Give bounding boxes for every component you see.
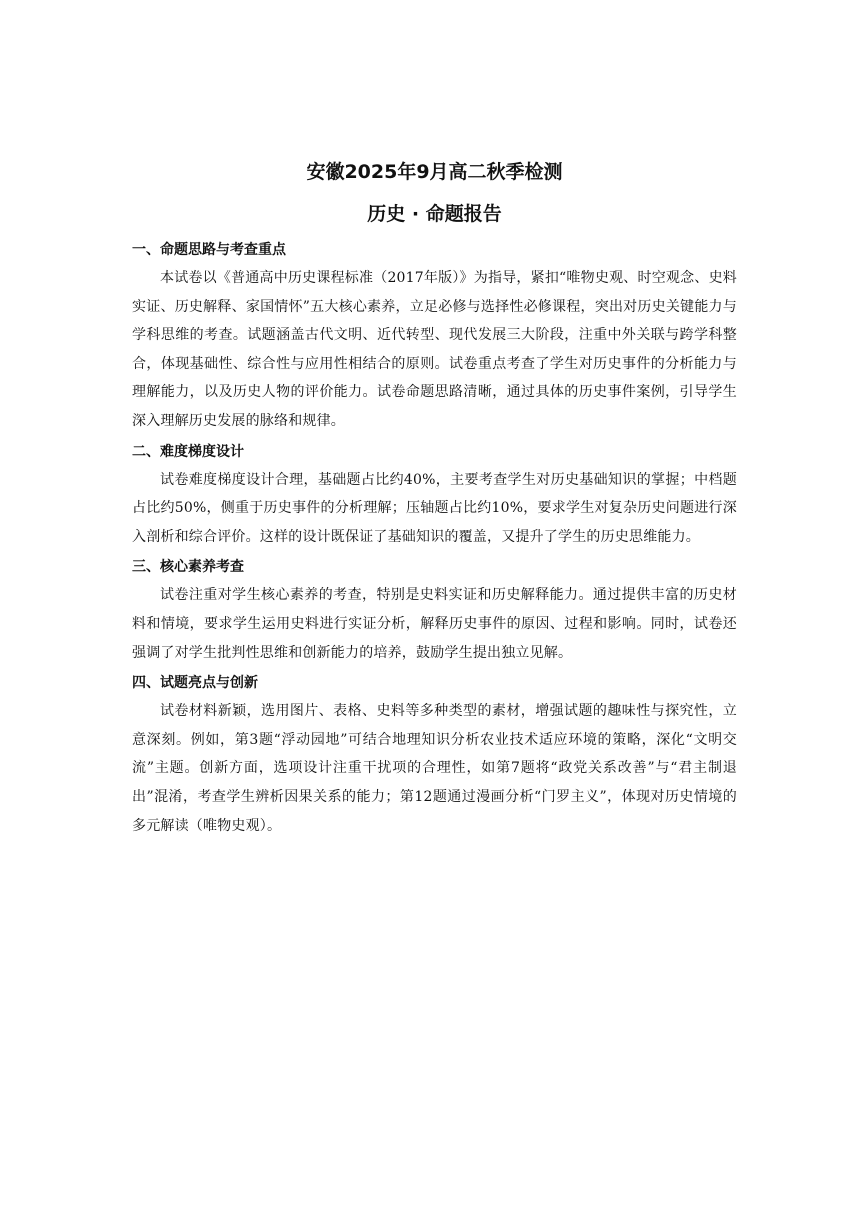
section-paragraph: 试卷难度梯度设计合理，基础题占比约40%，主要考查学生对历史基础知识的掌握；中档题占比约50%，侧重于历史事件的分析理解；压轴题占比约10%，要求学生对复杂历史问题进行深入剖析和综合评价。这样的设计既保证了基础知识的覆盖，又提升了学生的历史思维能力。	[132, 471, 737, 545]
document-title: 安徽2025年9月高二秋季检测	[306, 161, 563, 183]
section-paragraph: 试卷材料新颖，选用图片、表格、史料等多种类型的素材，增强试题的趣味性与探究性，立意深刻。例如，第3题“浮动园地”可结合地理知识分析农业技术适应环境的策略，深化“文明交流”主题。创新方面，选项设计注重干扰项的合理性，如第7题将“政党关系改善”与“君主制退出”混淆，考查学生辨析因果关系的能力；第12题通过漫画分析“门罗主义”，体现对历史情境的多元解读（唯物史观）。	[132, 703, 737, 834]
section-paragraph: 本试卷以《普通高中历史课程标准（2017年版）》为指导，紧扣“唯物史观、时空观念、史料实证、历史解释、家国情怀”五大核心素养，立足必修与选择性必修课程，突出对历史关键能力与学科思维的考查。试题涵盖古代文明、近代转型、现代发展三大阶段，注重中外关联与跨学科整合，体现基础性、综合性与应用性相结合的原则。试卷重点考查了学生对历史事件的分析能力与理解能力，以及历史人物的评价能力。试卷命题思路清晰，通过具体的历史事件案例，引导学生深入理解历史发展的脉络和规律。	[132, 270, 737, 429]
document-body	[132, 154, 737, 842]
section-paragraph: 试卷注重对学生核心素养的考查，特别是史料实证和历史解释能力。通过提供丰富的历史材料和情境，要求学生运用史料进行实证分析，解释历史事件的原因、过程和影响。同时，试卷还强调了对学生批判性思维和创新能力的培养，鼓励学生提出独立见解。	[132, 587, 737, 661]
section-difficulty	[132, 438, 737, 552]
section-heading: 一、命题思路与考查重点	[132, 242, 286, 258]
section-heading: 四、试题亮点与创新	[132, 675, 258, 692]
section-heading: 二、难度梯度设计	[132, 443, 244, 460]
section-highlights	[132, 669, 737, 840]
section-heading: 三、核心素养考查	[132, 559, 244, 576]
section-approach	[132, 236, 737, 436]
document-subtitle: 历史 · 命题报告	[367, 203, 502, 225]
section-core-literacy	[132, 553, 737, 667]
